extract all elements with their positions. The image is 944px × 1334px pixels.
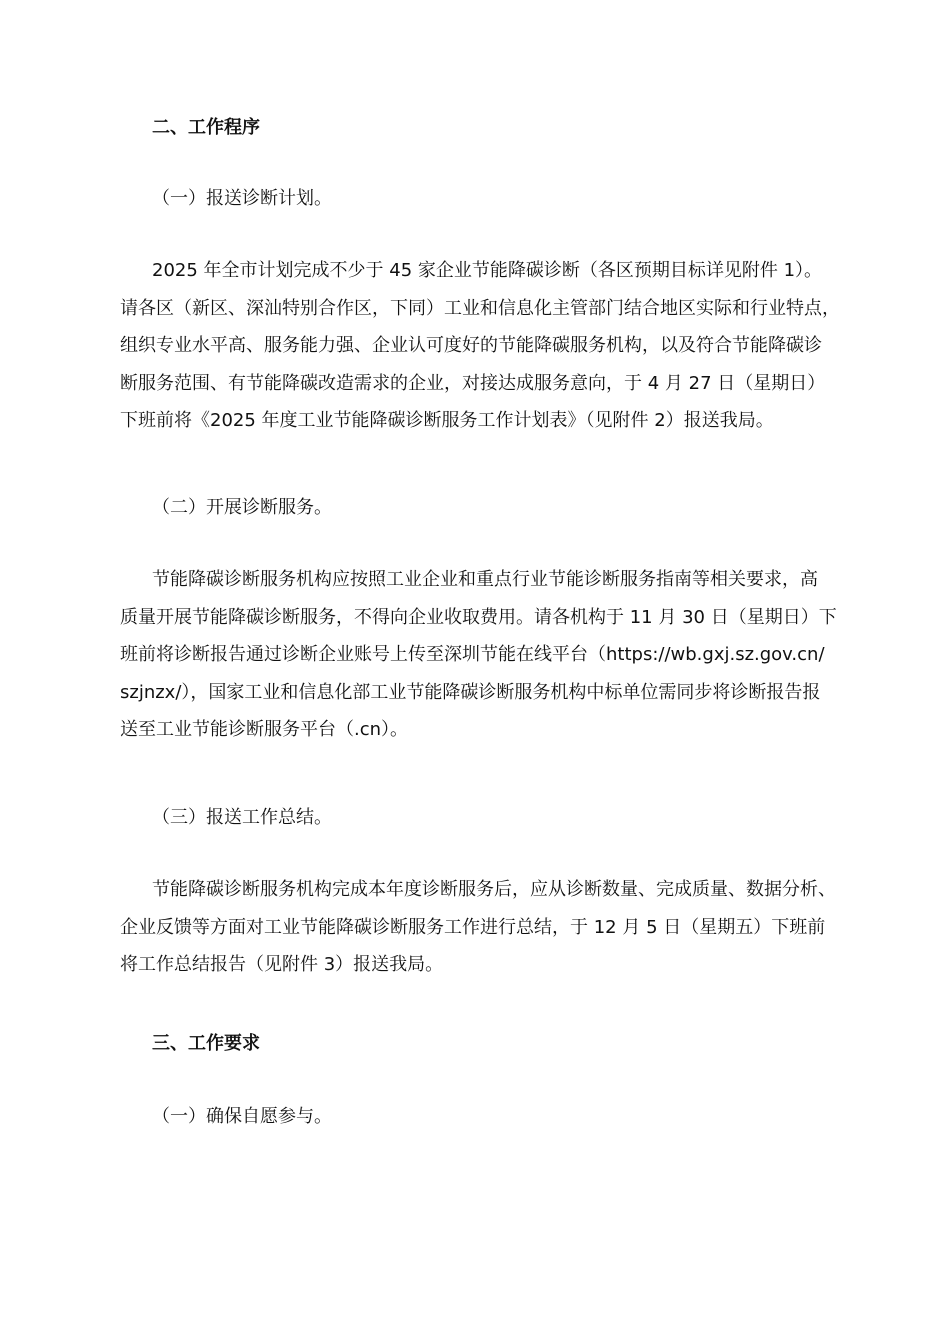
paragraph-work-summary — [120, 871, 840, 984]
paragraph-line: 组织专业水平高、服务能力强、企业认可度好的节能降碳服务机构，以及符合节能降碳诊 — [120, 335, 822, 356]
paragraph-line: 断服务范围、有节能降碳改造需求的企业，对接达成服务意向，于 4 月 27 日（星期日） — [120, 372, 826, 394]
paragraph-submit-plan — [120, 252, 840, 440]
paragraph-line: szjnzx/），国家工业和信息化部工业节能降碳诊断服务机构中标单位需同步将诊断报告报 — [120, 681, 821, 703]
subsection-title-work-summary: （三）报送工作总结。 — [152, 807, 332, 828]
paragraph-line: 节能降碳诊断服务机构完成本年度诊断服务后，应从诊断数量、完成质量、数据分析、 — [152, 879, 836, 900]
subsection-title-voluntary-participation: （一）确保自愿参与。 — [152, 1106, 332, 1127]
paragraph-line: 班前将诊断报告通过诊断企业账号上传至深圳节能在线平台（https://wb.gxj.sz.gov.cn/ — [120, 644, 825, 665]
paragraph-line: 下班前将《2025 年度工业节能降碳诊断服务工作计划表》（见附件 2）报送我局。 — [120, 410, 774, 431]
paragraph-line: 请各区（新区、深汕特别合作区，下同）工业和信息化主管部门结合地区实际和行业特点， — [120, 297, 840, 319]
paragraph-line: 质量开展节能降碳诊断服务，不得向企业收取费用。请各机构于 11 月 30 日（星期日）下 — [120, 606, 837, 628]
paragraph-line: 将工作总结报告（见附件 3）报送我局。 — [120, 954, 444, 975]
section-heading-work-procedure: 二、工作程序 — [152, 117, 260, 138]
subsection-title-submit-plan: （一）报送诊断计划。 — [152, 188, 332, 209]
subsection-title-diagnosis-service: （二）开展诊断服务。 — [152, 497, 332, 518]
paragraph-line: 送至工业节能诊断服务平台（.cn）。 — [120, 719, 409, 740]
section-heading-work-requirements: 三、工作要求 — [152, 1033, 260, 1054]
paragraph-line: 节能降碳诊断服务机构应按照工业企业和重点行业节能诊断服务指南等相关要求，高 — [152, 569, 818, 590]
paragraph-line: 企业反馈等方面对工业节能降碳诊断服务工作进行总结，于 12 月 5 日（星期五）下班前 — [120, 916, 826, 938]
paragraph-line: 2025 年全市计划完成不少于 45 家企业节能降碳诊断（各区预期目标详见附件 1）。 — [152, 260, 823, 281]
paragraph-diagnosis-service — [120, 561, 840, 749]
